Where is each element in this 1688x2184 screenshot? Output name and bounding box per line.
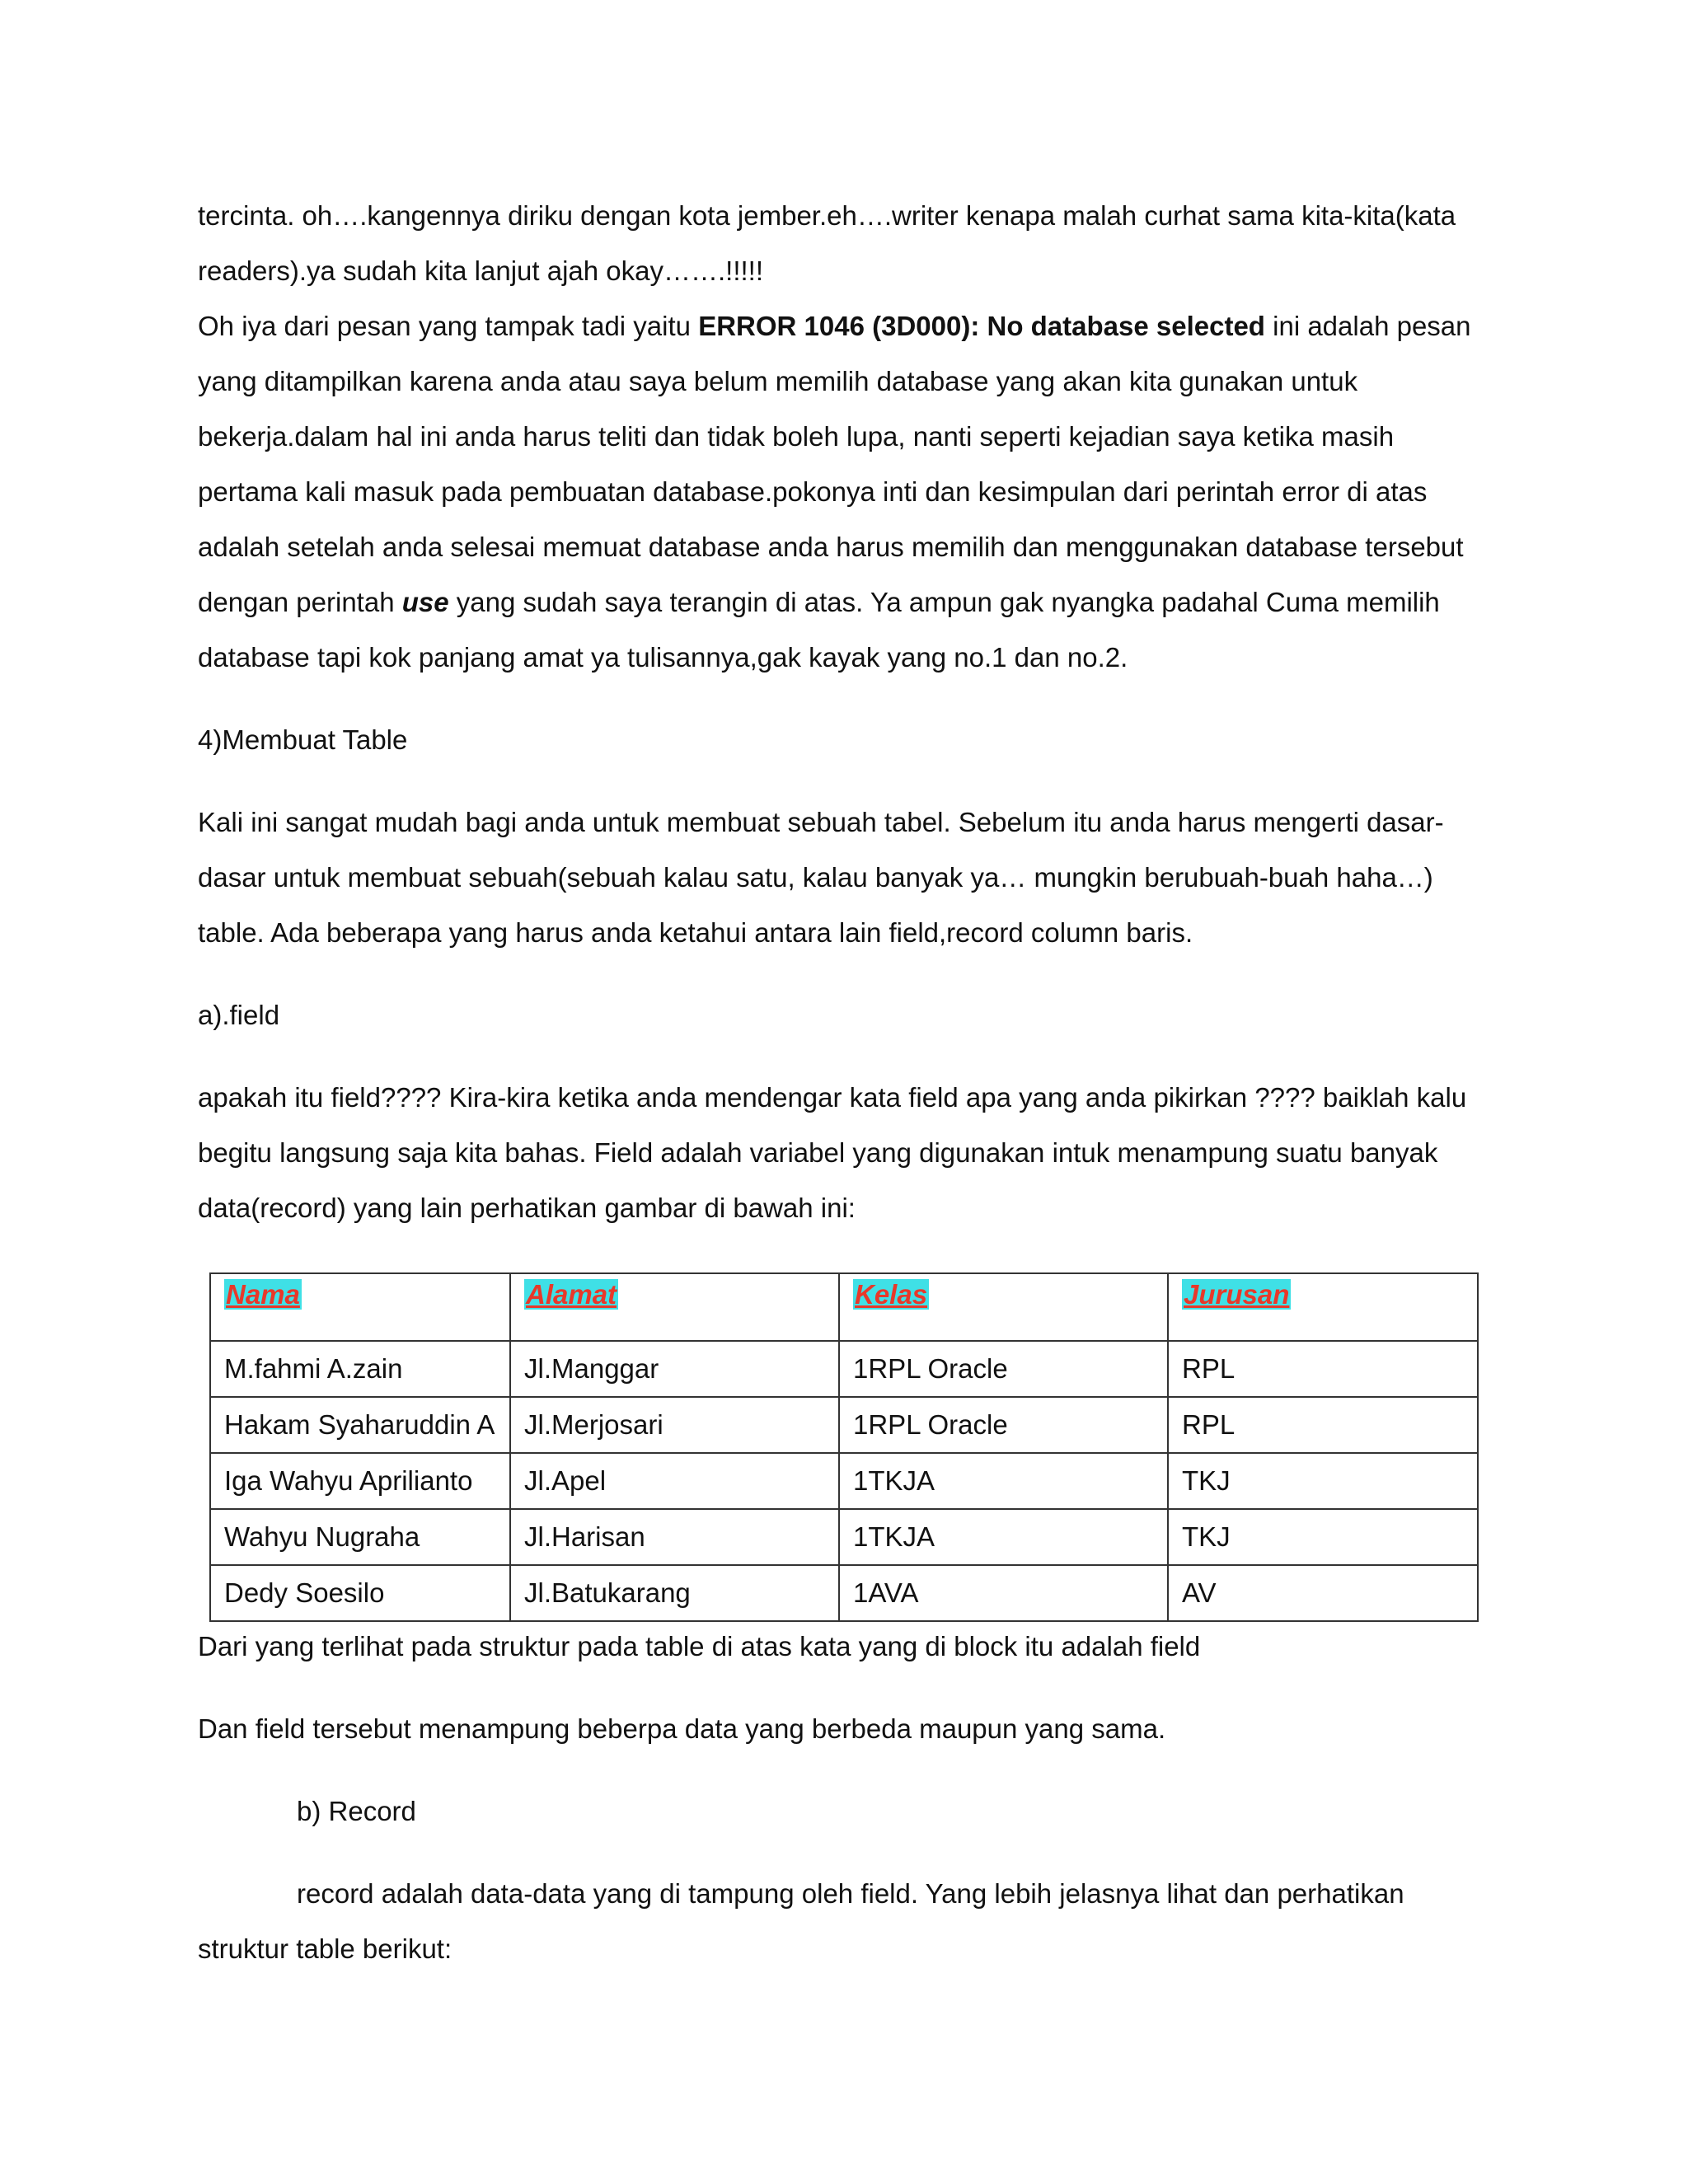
paragraph-field-definition	[198, 1070, 1500, 1235]
table-cell: Jl.Manggar	[510, 1341, 839, 1397]
error-message: ERROR 1046 (3D000): No database selected	[698, 311, 1265, 341]
paragraph-field-summary	[198, 1701, 1500, 1756]
text-segment: yang sudah saya terangin di atas. Ya ampun gak nyangka padahal Cuma memilih	[448, 587, 1440, 617]
table-header-cell	[1168, 1273, 1478, 1341]
table-cell: Iga Wahyu Aprilianto	[210, 1453, 510, 1509]
text-line: begitu langsung saja kita bahas. Field adalah variabel yang digunakan intuk menampung suatu banyak	[198, 1137, 1438, 1168]
header-kelas: Kelas	[855, 1279, 928, 1310]
heading-text: 4)Membuat Table	[198, 724, 408, 755]
table-cell: RPL	[1168, 1397, 1478, 1453]
table-cell: 1AVA	[839, 1565, 1168, 1621]
use-keyword: use	[401, 587, 449, 617]
table-cell: Jl.Apel	[510, 1453, 839, 1509]
field-table	[209, 1272, 1479, 1622]
text-line: struktur table berikut:	[198, 1933, 452, 1964]
header-alamat: Alamat	[526, 1279, 617, 1310]
text-line: record adalah data-data yang di tampung oleh field. Yang lebih jelasnya lihat dan perhatikan	[297, 1878, 1404, 1909]
heading-text: b) Record	[297, 1796, 416, 1826]
table-cell: 1TKJA	[839, 1453, 1168, 1509]
table-cell: TKJ	[1168, 1453, 1478, 1509]
table-header-cell	[839, 1273, 1168, 1341]
text-line: apakah itu field???? Kira-kira ketika anda mendengar kata field apa yang anda pikirkan ???? baiklah kalu	[198, 1082, 1467, 1113]
text-segment: dengan perintah	[198, 587, 402, 617]
table-row	[210, 1565, 1478, 1621]
text-segment: ini adalah pesan	[1264, 311, 1471, 341]
table-cell: AV	[1168, 1565, 1478, 1621]
table-cell: 1TKJA	[839, 1509, 1168, 1565]
table-cell: Dedy Soesilo	[210, 1565, 510, 1621]
heading-record	[297, 1783, 1500, 1839]
heading-field	[198, 987, 1500, 1043]
table-header-row	[210, 1273, 1478, 1341]
text-line: database tapi kok panjang amat ya tulisannya,gak kayak yang no.1 dan no.2.	[198, 642, 1128, 673]
text-line: table. Ada beberapa yang harus anda ketahui antara lain field,record column baris.	[198, 917, 1193, 948]
text-line: Dan field tersebut menampung beberpa data yang berbeda maupun yang sama.	[198, 1713, 1166, 1744]
paragraph-table-intro	[198, 794, 1500, 960]
text-line: adalah setelah anda selesai memuat database anda harus memilih dan menggunakan database tersebut	[198, 532, 1464, 562]
text-line: yang ditampilkan karena anda atau saya belum memilih database yang akan kita gunakan untuk	[198, 366, 1358, 396]
table-cell: Hakam Syaharuddin A	[210, 1397, 510, 1453]
table-header-cell	[510, 1273, 839, 1341]
text-line: readers).ya sudah kita lanjut ajah okay…….!!!!!	[198, 255, 764, 286]
table-row	[210, 1397, 1478, 1453]
text-line: Kali ini sangat mudah bagi anda untuk membuat sebuah tabel. Sebelum itu anda harus mengerti dasar-	[198, 807, 1444, 837]
paragraph-error-explanation	[198, 298, 1500, 685]
table-cell: M.fahmi A.zain	[210, 1341, 510, 1397]
table-cell: Jl.Batukarang	[510, 1565, 839, 1621]
paragraph-table-caption	[198, 1619, 1500, 1674]
text-line	[198, 298, 1500, 354]
table-header-cell	[210, 1273, 510, 1341]
header-nama: Nama	[226, 1279, 300, 1310]
table-cell: Jl.Merjosari	[510, 1397, 839, 1453]
text-line: dasar untuk membuat sebuah(sebuah kalau satu, kalau banyak ya… mungkin berubuah-buah haha…)	[198, 862, 1433, 893]
paragraph-record-definition	[198, 1866, 1500, 1976]
table-cell: Jl.Harisan	[510, 1509, 839, 1565]
table-row	[210, 1341, 1478, 1397]
text-line: bekerja.dalam hal ini anda harus teliti dan tidak boleh lupa, nanti seperti kejadian saya ketika masih	[198, 421, 1395, 452]
heading-membuat-table	[198, 712, 1500, 767]
header-jurusan: Jurusan	[1184, 1279, 1290, 1310]
text-line: pertama kali masuk pada pembuatan database.pokonya inti dan kesimpulan dari perintah error di atas	[198, 476, 1428, 507]
table-cell: 1RPL Oracle	[839, 1341, 1168, 1397]
text-line: data(record) yang lain perhatikan gambar di bawah ini:	[198, 1193, 856, 1223]
text-line: Dari yang terlihat pada struktur pada table di atas kata yang di block itu adalah field	[198, 1631, 1201, 1661]
table-row	[210, 1453, 1478, 1509]
table-cell: 1RPL Oracle	[839, 1397, 1168, 1453]
table-cell: Wahyu Nugraha	[210, 1509, 510, 1565]
text-segment: Oh iya dari pesan yang tampak tadi yaitu	[198, 311, 699, 341]
heading-text: a).field	[198, 1000, 280, 1030]
table-cell: RPL	[1168, 1341, 1478, 1397]
text-line	[198, 574, 1500, 630]
text-line: tercinta. oh….kangennya diriku dengan kota jember.eh….writer kenapa malah curhat sama kita-kita(kata	[198, 200, 1456, 231]
table-cell: TKJ	[1168, 1509, 1478, 1565]
paragraph-intro	[198, 188, 1500, 298]
table-row	[210, 1509, 1478, 1565]
